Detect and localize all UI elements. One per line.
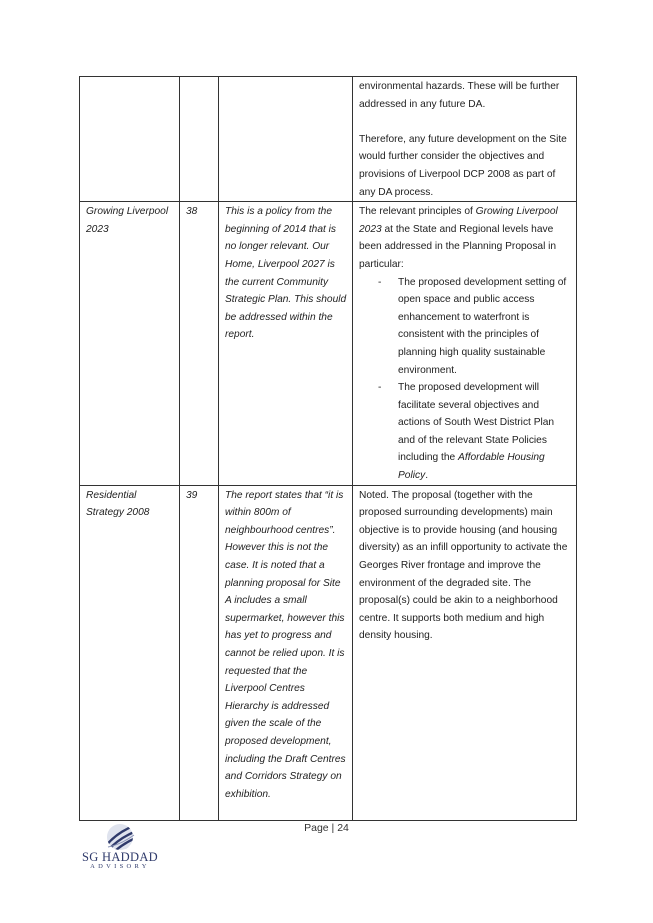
table-row xyxy=(80,77,577,202)
response-paragraph: Therefore, any future development on the Site would further consider the objectives and provisions of Liverpool DCP 2008 as part of any DA process. xyxy=(359,133,567,198)
ref-cell: 39 xyxy=(180,485,219,820)
policy-cell: Growing Liverpool 2023 xyxy=(80,202,180,486)
logo-subtitle: ADVISORY xyxy=(90,863,150,870)
response-cell xyxy=(353,77,577,202)
ref-cell: 38 xyxy=(180,202,219,486)
comment-cell: The report states that “it is within 800m of neighbourhood centres”. However this is not the case. It is noted that a planning proposal for Site A includes a small supermarket, however this has yet to progress and cannot be relied upon. It is requested that the Liverpool Centres Hierarchy is addressed given the scale of the proposed development, including the Draft Centres and Corridors Strategy on exhibition. xyxy=(219,485,353,820)
response-paragraph: environmental hazards. These will be further addressed in any future DA. xyxy=(359,81,560,110)
policy-cell: Residential Strategy 2008 xyxy=(80,485,180,820)
list-item: - The proposed development will facilitate several objectives and actions of South West District Plan and of the relevant State Policies including the Affordable Housing Policy. xyxy=(398,379,571,485)
response-cell: Noted. The proposal (together with the proposed surrounding developments) main objective is to provide housing (and housing diversity) as an infill opportunity to activate the Georges River frontage and improve the environment of the degraded site. The proposal(s) could be akin to a neighborhood centre. It supports both medium and high density housing. xyxy=(353,485,577,820)
ref-cell xyxy=(180,77,219,202)
page-number: Page | 24 xyxy=(304,822,349,834)
table-row xyxy=(80,202,577,486)
comment-cell xyxy=(219,77,353,202)
logo-name: SG HADDAD xyxy=(82,850,158,864)
planning-response-table xyxy=(79,76,577,821)
response-cell xyxy=(353,202,577,486)
response-list xyxy=(359,274,571,485)
list-item: - The proposed development setting of open space and public access enhancement to waterfront is consistent with the principles of planning high quality sustainable environment. xyxy=(398,274,571,380)
comment-cell: This is a policy from the beginning of 2014 that is no longer relevant. Our Home, Liverpool 2027 is the current Community Strategic Plan. This should be addressed within the report. xyxy=(219,202,353,486)
table-row xyxy=(80,485,577,820)
response-intro: The relevant principles of Growing Liverpool 2023 at the State and Regional levels have been addressed in the Planning Proposal in particular: xyxy=(359,206,558,270)
policy-cell xyxy=(80,77,180,202)
